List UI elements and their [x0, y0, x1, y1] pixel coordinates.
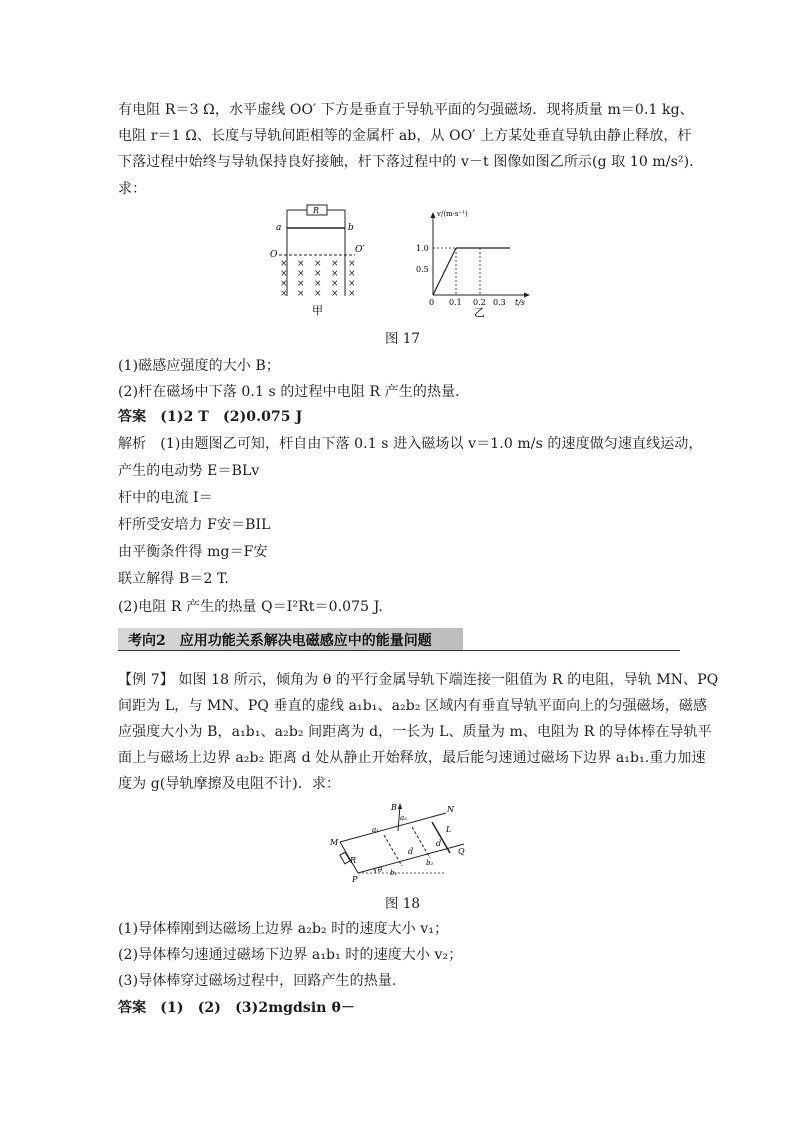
- svg-text:×: ×: [297, 289, 305, 299]
- svg-text:×: ×: [314, 289, 322, 299]
- fig18-label-B: B: [391, 803, 397, 812]
- magnetic-field-crosses: [280, 259, 356, 299]
- answer-1: 答案 (1)2 T (2)0.075 J: [118, 409, 303, 425]
- fig18-label-theta: θ: [378, 866, 383, 874]
- question-1: (1)磁感应强度的大小 B；: [118, 358, 280, 374]
- figure-18: [328, 800, 478, 885]
- svg-text:×: ×: [348, 289, 356, 299]
- svg-text:×: ×: [297, 269, 305, 279]
- svg-text:×: ×: [314, 259, 322, 269]
- graph-origin: 0: [429, 298, 435, 307]
- fig18-label-N: N: [447, 805, 454, 814]
- example-question-1: (1)导体棒刚到达磁场上边界 a₂b₂ 时的速度大小 v₁；: [118, 921, 449, 937]
- example-line-4: 面上与磁场上边界 a₂b₂ 距离 d 处从静止开始释放，最后能匀速通过磁场下边界 a₁b₁.重力加速: [118, 750, 706, 766]
- example-line-2: 间距为 L，与 MN、PQ 垂直的虚线 a₁b₁、a₂b₂ 区域内有垂直导轨平面向上的匀强磁场，磁感: [118, 698, 708, 714]
- example-line-3: 应强度大小为 B，a₁b₁、a₂b₂ 间距离为 d，一长为 L、质量为 m、电阻为 R 的导体棒在导轨平: [118, 724, 712, 740]
- example-line-1: 【例 7】 如图 18 所示，倾角为 θ 的平行金属导轨下端连接一阻值为 R 的电阻，导轨 MN、PQ: [118, 672, 719, 688]
- fig18-label-M: M: [330, 838, 339, 847]
- example-question-3: (3)导体棒穿过磁场过程中，回路产生的热量.: [118, 973, 397, 989]
- analysis-line-3: 杆中的电流 I＝: [118, 490, 213, 506]
- fig18-label-b2: b₂: [426, 859, 434, 867]
- svg-text:×: ×: [280, 289, 288, 299]
- section-title: 考向2 应用功能关系解决电磁感应中的能量问题: [128, 633, 432, 649]
- example-question-2: (2)导体棒匀速通过磁场下边界 a₁b₁ 时的速度大小 v₂；: [118, 947, 463, 963]
- intro-line-3: 下落过程中始终与导轨保持良好接触，杆下落过程中的 v－t 图像如图乙所示(g 取 10 m/s²)．: [118, 154, 704, 170]
- label-R: R: [313, 206, 320, 215]
- analysis-line-2: 产生的电动势 E＝BLv: [118, 463, 260, 479]
- svg-text:×: ×: [297, 259, 305, 269]
- graph-x-label: t/s: [515, 298, 526, 307]
- svg-text:×: ×: [314, 279, 322, 289]
- svg-text:×: ×: [348, 269, 356, 279]
- svg-text:×: ×: [331, 279, 339, 289]
- vt-graph: [431, 212, 531, 298]
- answer-2: 答案 (1) (2) (3)2mgdsin θ－: [118, 1000, 356, 1016]
- analysis-line-5: 由平衡条件得 mg＝F安: [118, 544, 268, 560]
- svg-text:×: ×: [314, 269, 322, 279]
- graph-x-tick-03: 0.3: [493, 298, 506, 307]
- svg-text:×: ×: [348, 279, 356, 289]
- fig18-label-a1: a₁: [372, 826, 379, 834]
- svg-text:×: ×: [280, 269, 288, 279]
- graph-y-tick-1: 1.0: [416, 244, 429, 253]
- intro-line-4: 求：: [118, 181, 147, 197]
- fig18-label-L: L: [446, 825, 452, 834]
- svg-text:×: ×: [280, 259, 288, 269]
- fig18-label-d1: d: [408, 847, 414, 856]
- label-O: O: [270, 250, 278, 260]
- figure-17-caption: 图 17: [385, 331, 420, 347]
- analysis-line-7: (2)电阻 R 产生的热量 Q＝I²Rt＝0.075 J.: [118, 599, 383, 615]
- section-header: [118, 628, 680, 651]
- graph-y-tick-05: 0.5: [416, 265, 429, 274]
- graph-x-tick-01: 0.1: [449, 298, 462, 307]
- analysis-line-1: 解析 (1)由题图乙可知，杆自由下落 0.1 s 进入磁场以 v＝1.0 m/s 的速度做匀速直线运动，: [118, 436, 703, 452]
- fig18-label-d2: d: [436, 839, 442, 848]
- label-O-prime: O′: [355, 245, 365, 255]
- figure-17: [265, 200, 545, 320]
- label-a: a: [276, 223, 282, 233]
- caption-yi: 乙: [474, 306, 485, 319]
- analysis-line-4: 杆所受安培力 F安＝BIL: [118, 517, 271, 533]
- caption-jia: 甲: [312, 304, 323, 317]
- figure-18-caption: 图 18: [385, 896, 420, 912]
- svg-text:×: ×: [280, 279, 288, 289]
- question-2: (2)杆在磁场中下落 0.1 s 的过程中电阻 R 产生的热量．: [118, 384, 470, 400]
- fig18-label-P: P: [352, 875, 358, 884]
- svg-text:×: ×: [297, 279, 305, 289]
- label-b: b: [348, 223, 354, 233]
- svg-text:×: ×: [331, 289, 339, 299]
- fig18-label-a2: a₂: [400, 814, 407, 822]
- fig18-label-Q: Q: [458, 847, 465, 856]
- svg-text:×: ×: [331, 269, 339, 279]
- intro-line-1: 有电阻 R＝3 Ω，水平虚线 OO′ 下方是垂直于导轨平面的匀强磁场．现将质量 m＝0.1 kg、: [118, 102, 694, 118]
- analysis-line-6: 联立解得 B＝2 T.: [118, 571, 229, 587]
- svg-text:×: ×: [348, 259, 356, 269]
- graph-x-tick-02: 0.2: [473, 298, 486, 307]
- svg-text:×: ×: [331, 259, 339, 269]
- fig18-label-b1: b₁: [390, 869, 398, 877]
- intro-line-2: 电阻 r＝1 Ω、长度与导轨间距相等的金属杆 ab，从 OO′ 上方某处垂直导轨由静止释放，杆: [118, 128, 692, 144]
- fig18-label-R: R: [350, 856, 357, 865]
- example-line-5: 度为 g(导轨摩擦及电阻不计)．求：: [118, 776, 341, 792]
- graph-y-label: v/(m·s⁻¹): [437, 210, 468, 218]
